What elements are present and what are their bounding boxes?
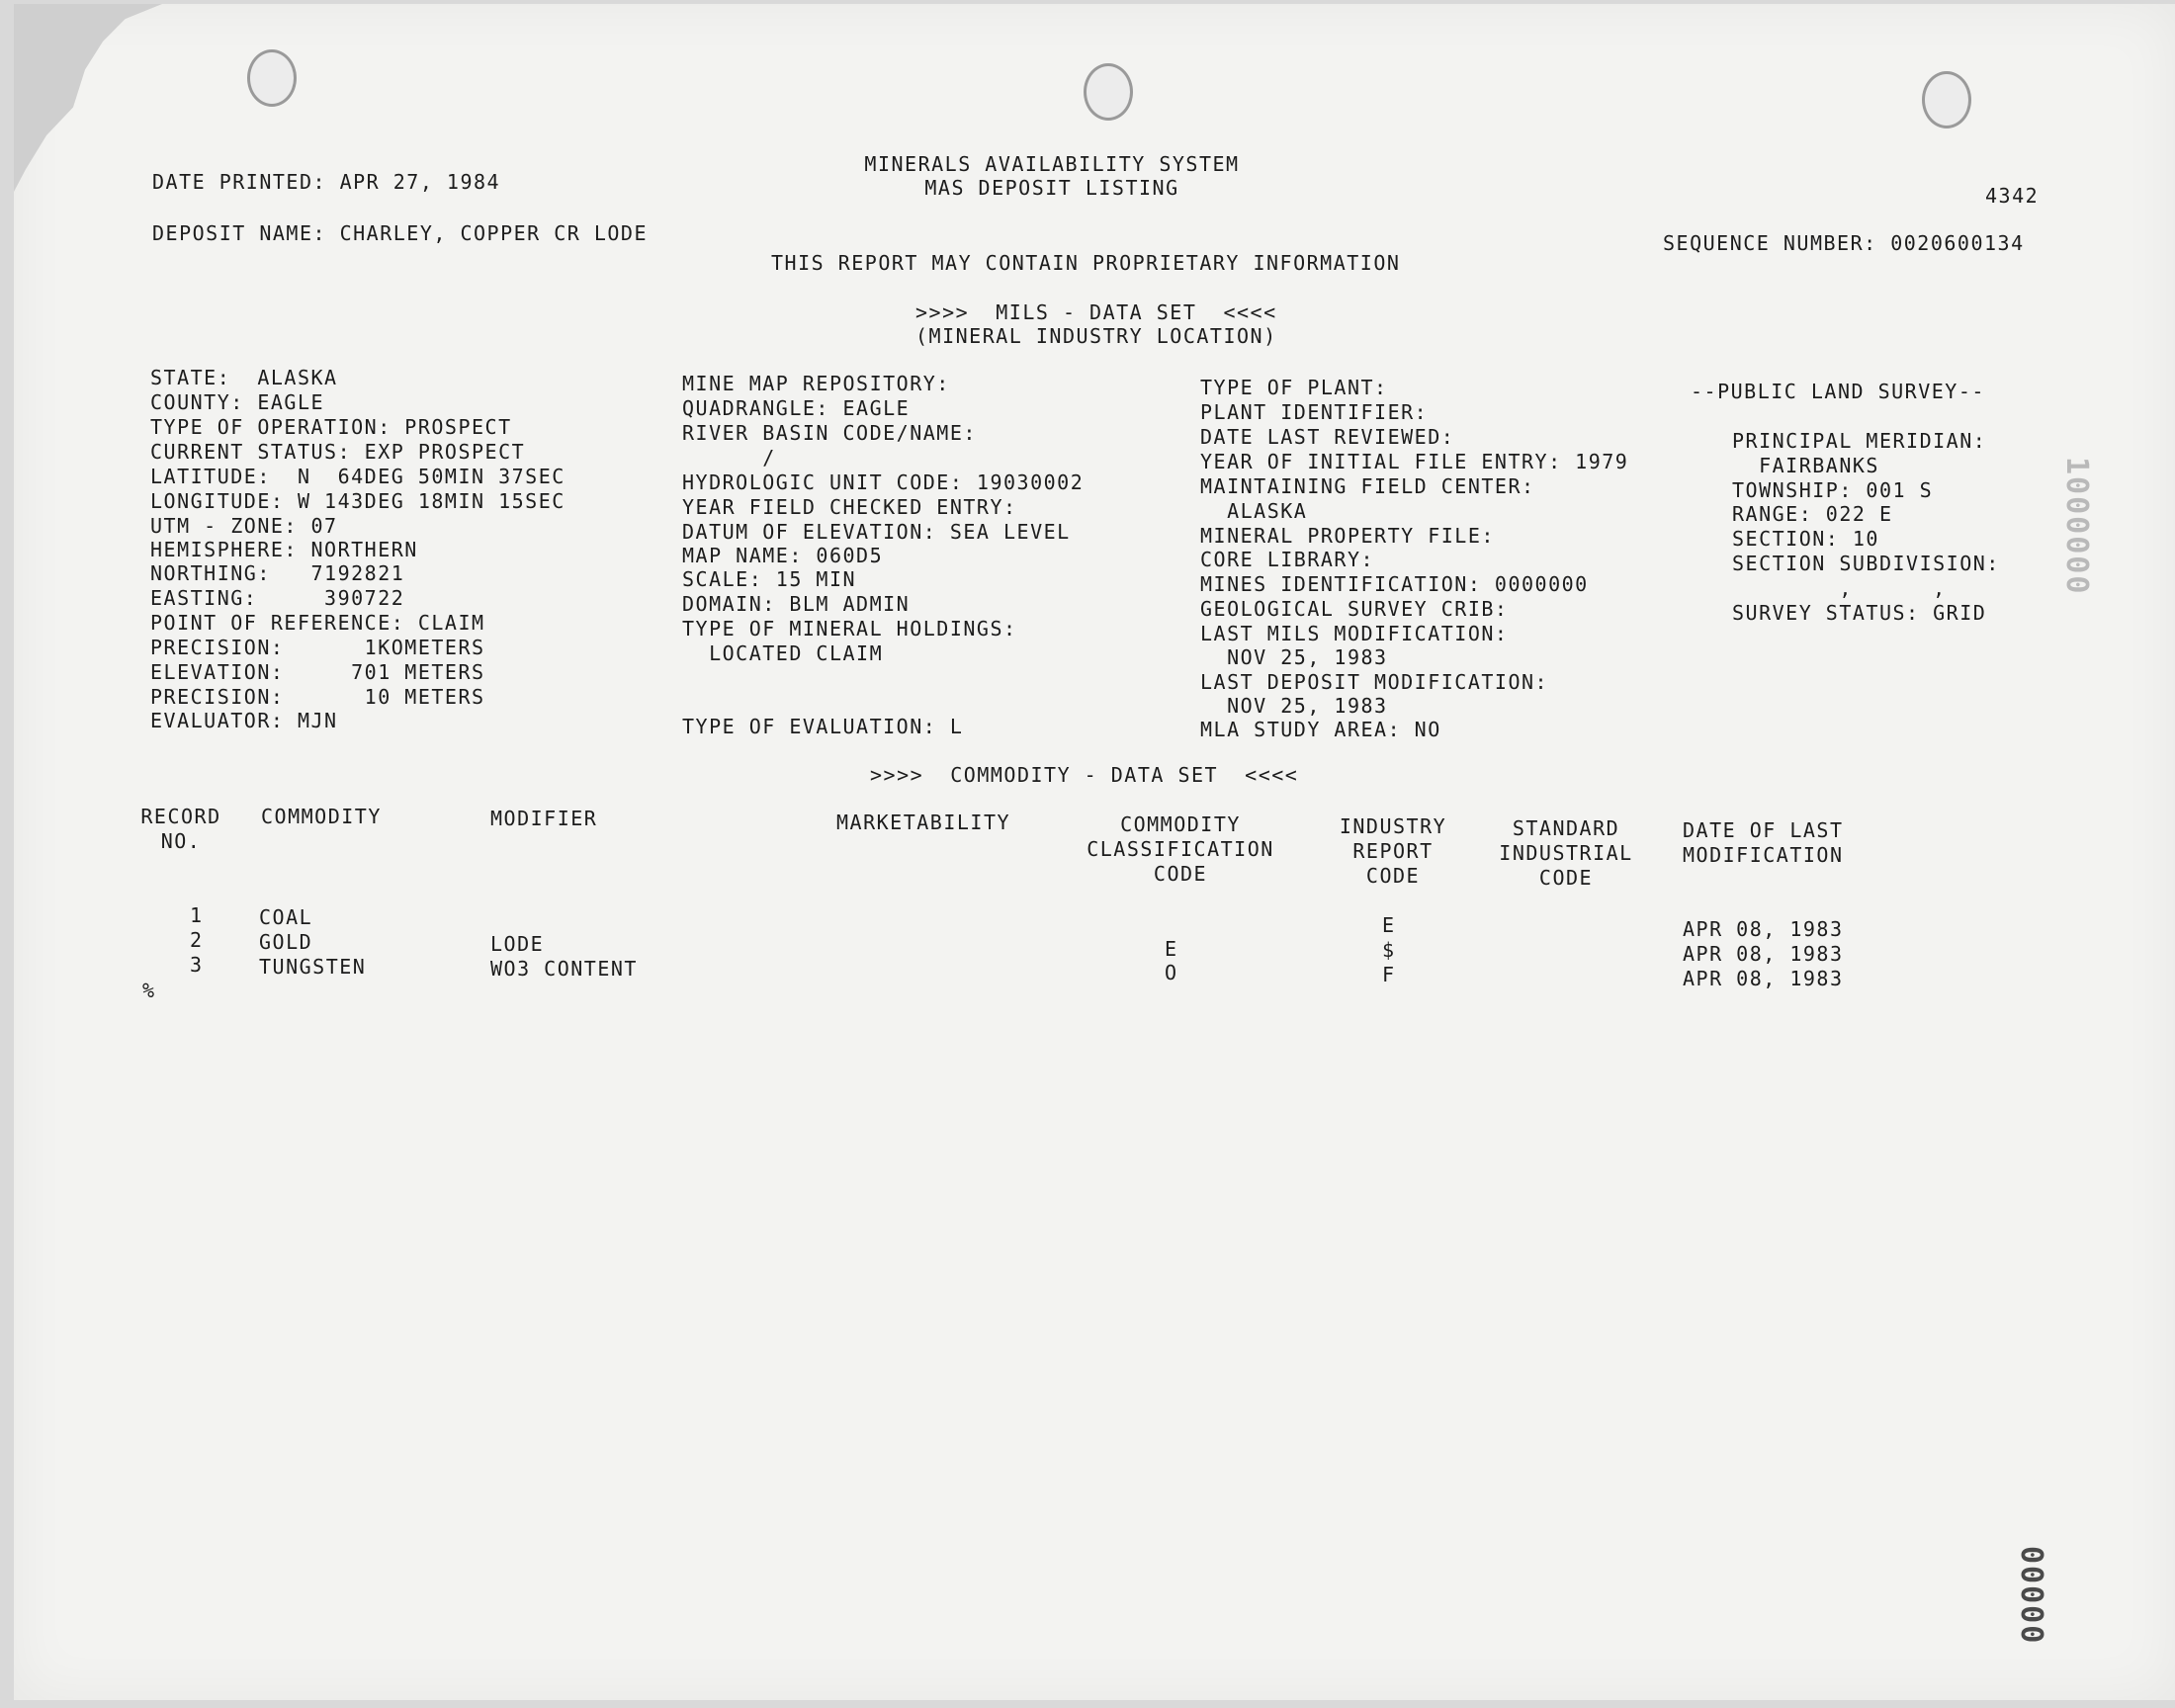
field-line: UTM - ZONE: 07 <box>150 514 338 538</box>
table-cell: E <box>1165 937 1178 961</box>
document-page <box>14 4 2175 1700</box>
field-line: LONGITUDE: W 143DEG 18MIN 15SEC <box>150 489 566 513</box>
table-cell: WO3 CONTENT <box>490 957 638 981</box>
table-cell: COAL <box>259 905 313 929</box>
field-line: TOWNSHIP: 001 S <box>1732 478 1934 502</box>
punch-hole <box>1922 71 1971 128</box>
punch-hole <box>247 49 297 107</box>
column-header: COMMODITY <box>261 805 382 828</box>
system-title: MINERALS AVAILABILITY SYSTEM <box>864 152 1240 176</box>
field-line: COUNTY: EAGLE <box>150 390 325 414</box>
listing-title: MAS DEPOSIT LISTING <box>924 176 1179 200</box>
field-line: ALASKA <box>1200 499 1308 523</box>
column-header: NO. <box>160 829 202 853</box>
column-header: MARKETABILITY <box>836 811 1011 834</box>
side-stamp-number: 1000000 <box>2059 457 2094 596</box>
field-line: CURRENT STATUS: EXP PROSPECT <box>150 440 526 464</box>
table-cell: LODE <box>490 932 545 956</box>
field-line: QUADRANGLE: EAGLE <box>682 396 911 420</box>
field-line: SURVEY STATUS: GRID <box>1732 601 1987 625</box>
field-line: DATUM OF ELEVATION: SEA LEVEL <box>682 520 1071 544</box>
table-cell: $ <box>1382 938 1396 962</box>
public-land-survey-heading: --PUBLIC LAND SURVEY-- <box>1691 380 1985 403</box>
field-line: GEOLOGICAL SURVEY CRIB: <box>1200 597 1509 621</box>
field-line: DOMAIN: BLM ADMIN <box>682 592 911 616</box>
field-line: SCALE: 15 MIN <box>682 567 857 591</box>
column-header: CODE <box>1365 864 1421 888</box>
column-header: COMMODITY <box>1120 812 1241 836</box>
field-line: LAST MILS MODIFICATION: <box>1200 622 1509 645</box>
column-header: CODE <box>1153 862 1208 886</box>
table-cell: 2 <box>190 928 204 952</box>
field-line: NOV 25, 1983 <box>1200 645 1388 669</box>
field-line: MAINTAINING FIELD CENTER: <box>1200 474 1535 498</box>
field-line: RIVER BASIN CODE/NAME: <box>682 421 977 445</box>
column-header: CODE <box>1538 866 1594 890</box>
field-line: LATITUDE: N 64DEG 50MIN 37SEC <box>150 465 566 488</box>
field-line: TYPE OF PLANT: <box>1200 376 1388 399</box>
field-line: FAIRBANKS <box>1732 454 1879 477</box>
sequence-number: SEQUENCE NUMBER: 0020600134 <box>1663 231 2025 255</box>
field-line: MLA STUDY AREA: NO <box>1200 718 1441 741</box>
table-cell: 3 <box>190 953 204 977</box>
punch-hole <box>1084 63 1133 121</box>
mils-subheading: (MINERAL INDUSTRY LOCATION) <box>915 324 1277 348</box>
column-header: STANDARD <box>1512 816 1620 840</box>
column-header: INDUSTRY <box>1339 814 1447 838</box>
field-line: SECTION SUBDIVISION: <box>1732 552 2000 575</box>
field-line: MINES IDENTIFICATION: 0000000 <box>1200 572 1589 596</box>
field-line: TYPE OF OPERATION: PROSPECT <box>150 415 512 439</box>
mils-heading: >>>> MILS - DATA SET <<<< <box>915 300 1277 324</box>
field-line: STATE: ALASKA <box>150 366 338 389</box>
field-line: YEAR FIELD CHECKED ENTRY: <box>682 495 1017 519</box>
field-line: PRECISION: 1KOMETERS <box>150 636 485 659</box>
commodity-heading: >>>> COMMODITY - DATA SET <<<< <box>870 763 1299 787</box>
deposit-name: DEPOSIT NAME: CHARLEY, COPPER CR LODE <box>152 221 649 245</box>
proprietary-notice: THIS REPORT MAY CONTAIN PROPRIETARY INFORMATION <box>771 251 1401 275</box>
date-printed: DATE PRINTED: APR 27, 1984 <box>152 170 501 194</box>
table-cell: O <box>1165 961 1178 984</box>
field-line: PRECISION: 10 METERS <box>150 685 485 709</box>
field-line: , , <box>1732 576 1947 600</box>
table-cell: APR 08, 1983 <box>1683 967 1844 990</box>
table-cell: APR 08, 1983 <box>1683 917 1844 941</box>
field-line: MINERAL PROPERTY FILE: <box>1200 524 1495 548</box>
field-line: YEAR OF INITIAL FILE ENTRY: 1979 <box>1200 450 1629 473</box>
column-header: MODIFICATION <box>1683 843 1844 867</box>
field-line: CORE LIBRARY: <box>1200 548 1375 571</box>
torn-corner <box>14 4 162 192</box>
field-line: DATE LAST REVIEWED: <box>1200 425 1455 449</box>
field-line: TYPE OF EVALUATION: L <box>682 715 964 738</box>
field-line: / <box>682 446 776 470</box>
column-header: REPORT <box>1352 839 1434 863</box>
column-header: INDUSTRIAL <box>1499 841 1633 865</box>
column-header: CLASSIFICATION <box>1087 837 1274 861</box>
table-cell: APR 08, 1983 <box>1683 942 1844 966</box>
field-line: HYDROLOGIC UNIT CODE: 19030002 <box>682 470 1085 494</box>
field-line: TYPE OF MINERAL HOLDINGS: <box>682 617 1017 640</box>
field-line: MINE MAP REPOSITORY: <box>682 372 950 395</box>
field-line: EVALUATOR: MJN <box>150 709 338 732</box>
field-line: PRINCIPAL MERIDIAN: <box>1732 429 1987 453</box>
field-line: RANGE: 022 E <box>1732 502 1893 526</box>
table-cell: GOLD <box>259 930 313 954</box>
field-line: NOV 25, 1983 <box>1200 694 1388 718</box>
field-line: ELEVATION: 701 METERS <box>150 660 485 684</box>
table-cell: TUNGSTEN <box>259 955 367 979</box>
field-line: EASTING: 390722 <box>150 586 405 610</box>
field-line: LOCATED CLAIM <box>682 641 884 665</box>
field-line: LAST DEPOSIT MODIFICATION: <box>1200 670 1549 694</box>
column-header: DATE OF LAST <box>1683 818 1844 842</box>
table-cell: 1 <box>190 903 204 927</box>
field-line: NORTHING: 7192821 <box>150 561 405 585</box>
field-line: PLANT IDENTIFIER: <box>1200 400 1429 424</box>
field-line: SECTION: 10 <box>1732 527 1879 551</box>
table-cell: F <box>1382 963 1396 986</box>
page-number: 4342 <box>1985 184 2040 208</box>
side-stamp-number: 00000 <box>2014 1546 2048 1646</box>
field-line: POINT OF REFERENCE: CLAIM <box>150 611 485 635</box>
end-marker: % <box>142 979 156 1002</box>
field-line: HEMISPHERE: NORTHERN <box>150 538 418 561</box>
column-header: RECORD <box>140 805 221 828</box>
table-cell: E <box>1382 913 1396 937</box>
field-line: MAP NAME: 060D5 <box>682 544 884 567</box>
column-header: MODIFIER <box>490 807 598 830</box>
